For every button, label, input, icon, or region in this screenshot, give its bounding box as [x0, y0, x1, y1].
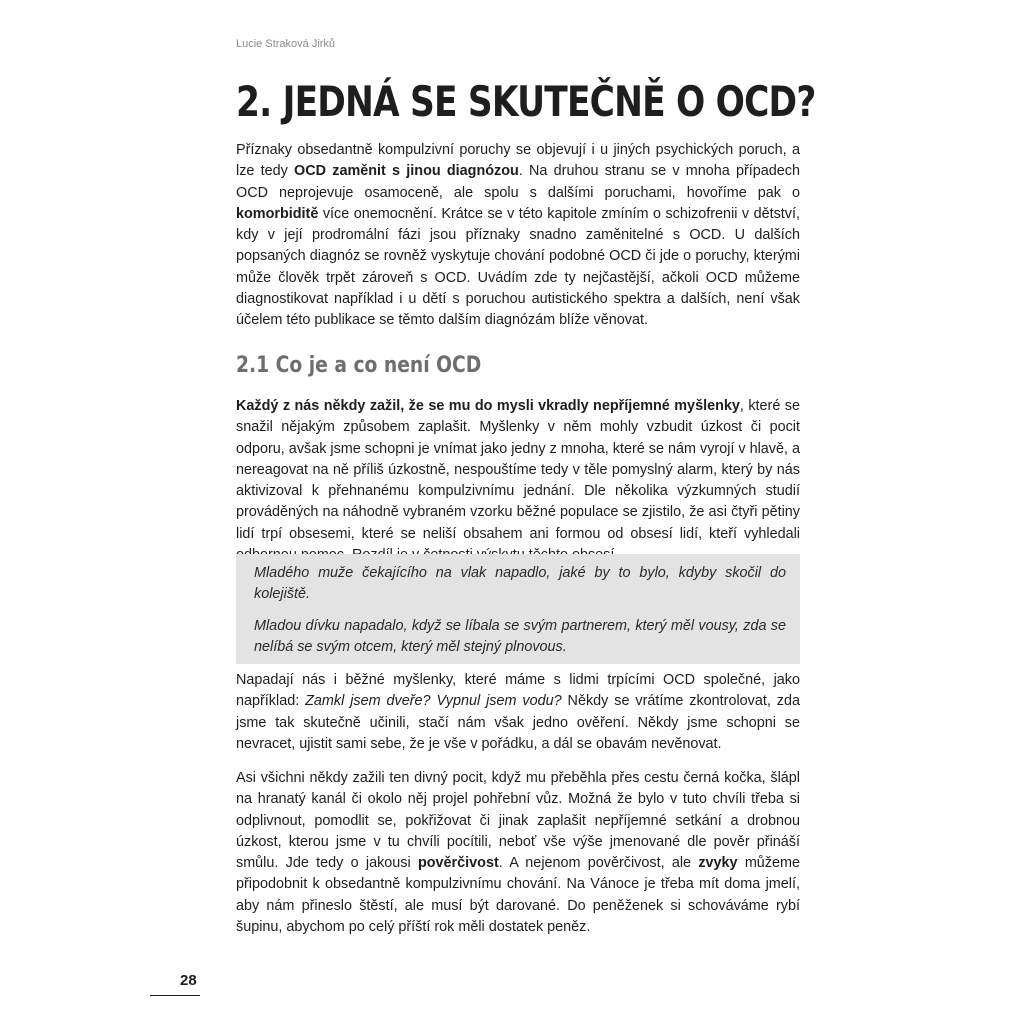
intro-text-2: . Na druhou stranu se v mnoha případech OCD neprojevuje osamoceně, ale spolu s dalšími poruchami, hovoříme pak o — [236, 163, 800, 201]
paragraph-1 — [236, 396, 800, 566]
paragraph-2 — [236, 670, 800, 755]
paragraph-3-bold-2: zvyky — [698, 855, 738, 872]
intro-paragraph — [236, 140, 800, 332]
paragraph-3-text-2: . A nejenom pověrčivost, ale — [498, 855, 699, 872]
chapter-title: 2. JEDNÁ SE SKUTEČNĚ O OCD? — [236, 77, 816, 126]
running-head: Lucie Straková Jirků — [236, 38, 336, 50]
section-heading: 2.1 Co je a co není OCD — [236, 353, 482, 378]
page-number-rule — [150, 995, 200, 996]
paragraph-2-text-2: Někdy se vrátíme zkontrolovat, zda jsme tak skutečně učinili, stačí nám však jedno ověření. Někdy jsme schopni se nevracet, ujistit sami sebe, že je vše v pořádku, a dál se obavám nevěnovat. — [236, 693, 800, 752]
quote-1: Mladého muže čekajícího na vlak napadlo, jaké by to bylo, kdyby skočil do kolejiště. — [254, 565, 786, 603]
intro-bold-2: komorbiditě — [236, 205, 319, 222]
paragraph-3 — [236, 768, 800, 938]
quote-2: Mladou dívku napadalo, když se líbala se svým partnerem, který měl vousy, zda se nelíbá se svým otcem, který měl stejný plnovous. — [254, 617, 786, 655]
paragraph-2-italic: Zamkl jsem dveře? Vypnul jsem vodu? — [305, 693, 562, 710]
paragraph-3-text-3: můžeme připodobnit k obsedantně kompulzivnímu chování. Na Vánoce je třeba mít doma jmelí, aby nám přineslo štěstí, ale musí být darované. Do peněženek si schováváme rybí šupinu, abychom po celý příští rok měli dostatek peněz. — [236, 855, 801, 936]
paragraph-3-text-1: Asi všichni někdy zažili ten divný pocit, když mu přeběhla přes cestu černá kočka, šlápl na hranatý kanál či okolo něj projel pohřební vůz. Možná že bylo v tuto chvíli třeba si odplivnout, pomodlit se, pokřižovat či jinak zaplašit nepříjemné setkání a drobnou úzkost, kterou jsme v tu chvíli pocítili, neboť vše výše jmenované dle pověr přináší smůlu. Jde tedy o jakousi — [236, 770, 800, 872]
paragraph-2-text-1: Napadají nás i běžné myšlenky, které máme s lidmi trpícími OCD společné, jako například: — [236, 672, 800, 710]
intro-text-3: více onemocnění. Krátce se v této kapitole zmíním o schizofrenii v dětství, kdy v její prodromální fázi jsou příznaky snadno zaměnitelné s OCD. U dalších popsaných diagnóz se rovněž vyskytuje chování podobné OCD či jde o poruchy, kterými může člověk trpět zároveň s OCD. Uvádím zde ty nejčastější, ačkoli OCD můžeme diagnostikovat například i u dětí s poruchou autistického spektra a dalších, není však účelem této publikace se těmto dalším diagnózám blíže věnovat. — [236, 205, 800, 329]
paragraph-3-bold-1: pověrčivost — [417, 855, 499, 872]
intro-text-1: Příznaky obsedantně kompulzivní poruchy se objevují i u jiných psychických poruch, a lze tedy — [236, 142, 800, 180]
intro-bold-1: OCD zaměnit s jinou diagnózou — [294, 163, 519, 180]
page-number: 28 — [180, 972, 197, 989]
example-quote-box — [236, 554, 800, 664]
paragraph-1-text: , které se snažil nějakým způsobem zaplašit. Myšlenky v něm mohly vzbudit úzkost či pocit odporu, avšak jsme schopni je vnímat jako jedny z mnoha, které se nám vyrojí v hlavě, a nereagovat na ně příliš úzkostně, nespouštíme tedy v těle pomyslný alarm, který by nás aktivizoval k přehnanému kompulzivnímu jednání. Dle několika výzkumných studií prováděných na náhodně vybraném vzorku běžné populace se zjistilo, že asi čtyři pětiny lidí trpí obsesemi, které se neliší obsahem ani formou od obsesí lidí, kteří vyhledali — [236, 398, 800, 542]
paragraph-1-bold: Každý z nás někdy zažil, že se mu do mysli vkradly nepříjemné myšlenky — [236, 398, 740, 414]
